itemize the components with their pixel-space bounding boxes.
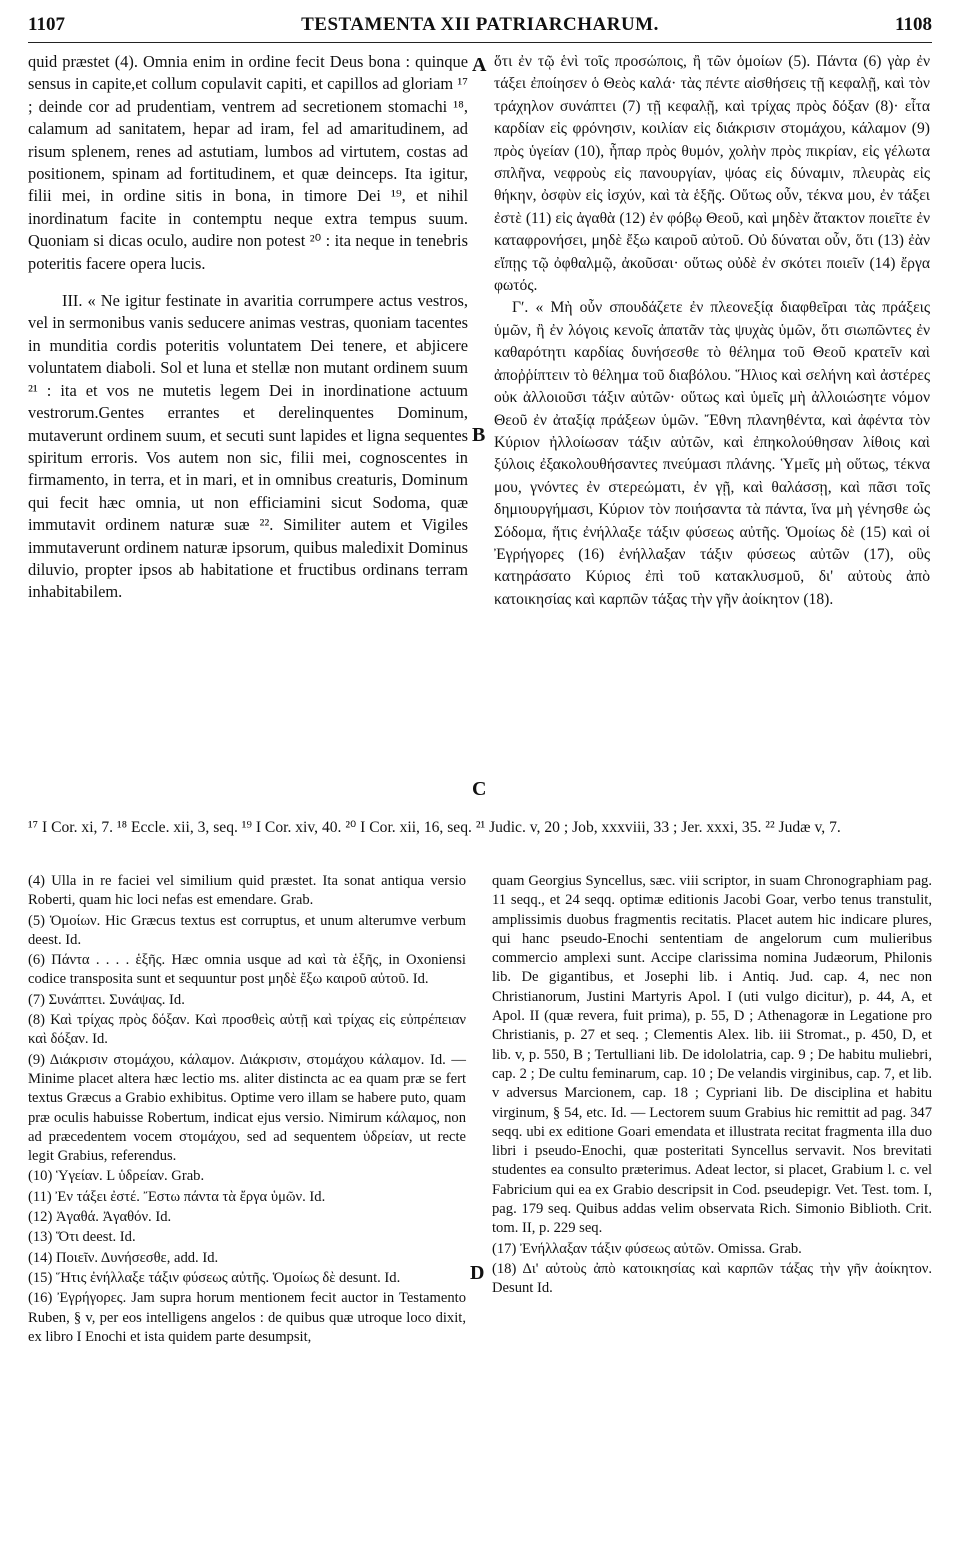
greek-paragraph-2: Γʹ. « Μὴ οὖν σπουδάζετε ἐν πλεονεξίᾳ διαφθεῖραι τὰς πράξεις ὑμῶν, ἢ ἐν λόγοις κενοῖς ἀπατᾶν τὰς ψυχὰς ὑμῶν, ὅτι σιωπῶντες ἐν καθαρότητι καρδίας δυνήσεσθε τὸ θέλημα τοῦ Θεοῦ κρατεῖν καὶ ἀποῤῥίπτειν τὸ θέλημα τοῦ διαβόλου. Ἥλιος καὶ σελήνη καὶ ἀστέρες οὐκ ἀλλοιοῦσι τάξιν αὐτῶν· οὕτως καὶ ὑμεῖς μὴ ἀλλοιώσητε νόμον Θεοῦ ἐν ἀταξίᾳ πράξεων ὑμῶν. Ἔθνη πλανηθέντα, καὶ ἀφέντα τὸν Κύριον ἠλλοίωσαν τάξιν αὐτῶν, καὶ ἐπηκολούθησαν λίθοις καὶ ξύλοις ἐξακολουθήσαντες πνεύμασι πλάνης. Ὑμεῖς μὴ οὕτως, τέκνα μου, γνόντες ἐν στερεώματι, ἐν γῇ, καὶ θαλάσσῃ, καὶ πᾶσι τοῖς δημιουργήμασι, Κύριον τὸν ποιήσαντα τὰ πάντα, ἵνα μὴ γένησθε ὡς Σόδομα, ἥτις ἐνήλλαξε τάξιν φύσεως αὐτῆς. Ὁμοίως δὲ (15) καὶ οἱ Ἐγρήγορες (16) ἐνήλλαξαν τάξιν φύσεως αὐτῶν (17), οὓς κατηράσατο Κύριος ἐπὶ τοῦ κατακλυσμοῦ, δι' αὐτοὺς ἀπὸ κατοικησίας καὶ καρπῶν τάξας τὴν γῆν ἀοίκητον (18). [494, 299, 930, 608]
note: (12) Ἀγαθά. Ἀγαθόν. Id. [28, 1209, 172, 1226]
note: (8) Καὶ τρίχας πρὸς δόξαν. Καὶ προσθεὶς αὐτῇ καὶ τρίχας εἰς εὐπρέπειαν καὶ δόξαν. Id. [28, 1012, 466, 1048]
latin-paragraph-2: III. « Ne igitur festinate in avaritia corrumpere actus vestros, vel in sermonibus vanis seducere animas vestras, quoniam tacentes in munditia cordis poteritis voluntatem Dei tenere, et abjicere voluntatem diaboli. Sol et luna et stellæ non mutant ordinem suum ²¹ : ita et vos ne mutetis legem Dei in inordinatione actuum vestrorum.Gentes errantes et derelinquentes Dominum, mutaverunt ordinem suum, et secuti sunt lapides et ligna sequentes spiritum erroris. Vos autem non sic, filii mei, cognoscentes in firmamento, in terra, et in mari, et in omnibus creaturis, Dominum qui fecit hæc omnia, ut non efficiamini sicut Sodoma, quæ immutavit ordinem naturæ suæ ²². Similiter autem et Vigiles immutaverunt ordinem naturæ ipsorum, quibus maledixit Dominus diluvio, propter ipsos ab habitatione et fructibus ordinans terram inhabitabilem. [28, 291, 468, 602]
margin-letter-d: D [470, 1262, 485, 1284]
note: (13) Ὅτι deest. Id. [28, 1229, 136, 1246]
note: (11) Ἐν τάξει ἐστέ. Ἔστω πάντα τὰ ἔργα ὑμῶν. Id. [28, 1188, 326, 1205]
note: (7) Συνάπτει. Συνάψας. Id. [28, 991, 185, 1008]
running-header [28, 14, 932, 40]
note: (18) Δι' αὐτοὺς ἀπὸ κατοικησίας καὶ καρπῶν τάξας τὴν γῆν ἀοίκητον. Desunt Id. [492, 1260, 932, 1297]
note: quam Georgius Syncellus, sæc. viii scriptor, in suam Chronographiam pag. 11 seqq., et 24 seqq. optimæ editionis Jacobi Goar, verbo tenus transtulit, amplissimis duobus fragmentis recitatis. Placet autem hic indicare plures, qui hanc pseudo-Enochi sententiam de angelorum cum mulieribus commercio amplexi sunt. Accipe clarissima nomina Judæorum, Philonis lib. De gigantibus, et Josephi lib. i Antiq. Jud. cap. 4, nec non Christianorum, Justini Martyris Apol. I (uti vulgo dicitur), p. 44, A, et Apol. II (quæ revera, fuit prima), p. 55, D ; Athenagoræ in Legatione pro Christianis, p. 27 et seq. ; Clementis Alex. lib. iii Stromat., p. 450, D, et lib. v, p. 550, B ; Tertulliani lib. De idololatria, cap. 9 ; De habitu muliebri, cap. 2 ; De cultu feminarum, cap. 10 ; De velandis virginibus, cap. 7, et lib. v adversus Marcionem, cap. 18 ; Cypriani lib. De disciplina et habitu virginum, § 54, etc. Id. — Lectorem suum Grabius hic remittit ad pag. 347 seqq. ubi ex editione Goari emendata et illustrata recitat fragmenta illa duo libri i pseudo-Enochi, quæ posteritati Syncellus servavit. Nos brevitati studentes ea consulto præterimus. Adeat lector, si placet, Grabium l. c. vel Fabricium qui ea ex Grabio descripsit in Cod. pseudepigr. Vet. Test. tom. I, pag. 179 seq. Quibus addas velim observata Rich. Simonio Biblioth. Crit. tom. II, p. 229 seq. [492, 873, 932, 1237]
note: (15) Ἥτις ἐνήλλαξε τάξιν φύσεως αὐτῆς. Ὁμοίως δὲ desunt. Id. [28, 1269, 401, 1286]
note: (9) Διάκρισιν στομάχου, κάλαμον. Διάκρισιν, στομάχου κάλαμον. Id. — Minime placet altera hæc lectio ms. aliter distincta ac ea quam præ se fert textus Græcus a Grabio exhibitus. Optime vero illam se habere puto, quam præ oculis habuisse Robertum, indicat ejus versio. Nimirum κάλαμος, non ad præcedentem vocem στομάχου, sed ad sequentem ὑδρείαν, ut recte legit Grabius, referendus. [28, 1051, 466, 1165]
notes-right-column [492, 872, 932, 1299]
left-page-number: 1107 [28, 14, 65, 35]
margin-letter-c: C [472, 778, 487, 800]
note: (16) Ἐγρήγορες. Jam supra horum mentionem fecit auctor in Testamento Ruben, § v, per eos intelligens angelos : de quibus quæ utroque loco dixit, ex libro I Enochi et ista quidem parte desumpsit, [28, 1290, 466, 1345]
right-page-number: 1108 [895, 14, 932, 35]
note: (6) Πάντα . . . . ἑξῆς. Hæc omnia usque ad καὶ τὰ ἑξῆς, in Oxoniensi codice transposita sunt et sequuntur post μηδὲ ἔξω καιροῦ αὐτοῦ. Id. [28, 952, 466, 988]
latin-column [28, 51, 468, 604]
note: (14) Ποιεῖν. Δυνήσεσθε, add. Id. [28, 1249, 219, 1266]
latin-paragraph-1: quid præstet (4). Omnia enim in ordine fecit Deus bona : quinque sensus in capite,et collum copulavit capiti, et capillos ad gloriam ¹⁷ ; deinde cor ad prudentiam, ventrem ad secretionem stomachi ¹⁸, calamum ad sanitatem, hepar ad iram, fel ad amaritudinem, ad risum splenem, renes ad astutiam, lumbos ad virtutem, costas ad positionem, spinam ad fortitudinem, et quæ deinceps. Ita igitur, filii mei, in ordine sitis in bona, in timore Dei ¹⁹, et nihil inordinatum facite in contemptu neque extra tempus suum. Quoniam si dicas oculo, audire non potest ²⁰ : ita neque in tenebris poteritis facere opera lucis. [28, 52, 468, 273]
scripture-references: ¹⁷ I Cor. xi, 7. ¹⁸ Eccle. xii, 3, seq. ¹⁹ I Cor. xiv, 40. ²⁰ I Cor. xii, 16, seq. ²¹ Judic. v, 20 ; Job, xxxviii, 33 ; Jer. xxxi, 35. ²² Judæ v, 7. [28, 819, 841, 836]
greek-paragraph-1: ὅτι ἐν τῷ ἑνὶ τοῖς προσώποις, ἢ τῶν ὁμοίων (5). Πάντα (6) γὰρ ἐν τάξει ἐποίησεν ὁ Θεὸς καλά· τὰς πέντε αἰσθήσεις τῇ κεφαλῇ, καὶ τὸν τράχηλον συνάπτει (7) τῇ κεφαλῇ, καὶ τρίχας πρὸς δόξαν (8)· εἶτα καρδίαν εἰς φρόνησιν, κοιλίαν εἰς διάκρισιν στομάχου, κάλαμον (9) πρὸς ὑγείαν (10), ἧπαρ πρὸς θυμόν, χολὴν πρὸς πικρίαν, εἰς γέλωτα σπλῆνα, νεφροὺς εἰς πανουργίαν, ψόας εἰς δύναμιν, πλευρὰς εἰς θήκην, ὀσφὺν εἰς ἰσχύν, καὶ τὰ ἑξῆς. Οὕτως οὖν, τέκνα μου, ἐν τάξει ἐστὲ (11) εἰς ἀγαθὰ (12) ἐν φόβῳ Θεοῦ, καὶ μηδὲν ἄτακτον ποιεῖτε ἐν καταφρονήσει, μηδὲ ἔξω καιροῦ αὐτοῦ. Οὐ δύναται οὖν, ὅτι (13) ἐὰν εἴπῃς τῷ ὀφθαλμῷ, ἀκοῦσαι· οὕτως οὐδὲ ἐν σκότει ποιεῖν (14) ἔργα φωτός. [494, 53, 930, 295]
notes-left-column [28, 872, 466, 1347]
note: (10) Ὑγείαν. L ὑδρείαν. Grab. [28, 1168, 205, 1185]
note: (5) Ὁμοίων. Hic Græcus textus est corruptus, et unum alterumve verbum deest. Id. [28, 912, 466, 948]
margin-letter-b: B [472, 424, 486, 446]
note: (17) Ἐνήλλαξαν τάξιν φύσεως αὐτῶν. Omissa. Grab. [492, 1240, 802, 1257]
greek-column [494, 51, 930, 611]
note: (4) Ulla in re faciei vel similium quid præstet. Ita sonat antiqua versio Roberti, quam hic loci nefas est emendare. Grab. [28, 873, 466, 909]
running-title: TESTAMENTA XII PATRIARCHARUM. [301, 14, 659, 35]
margin-letter-a: A [472, 54, 487, 76]
header-rule [28, 42, 932, 43]
